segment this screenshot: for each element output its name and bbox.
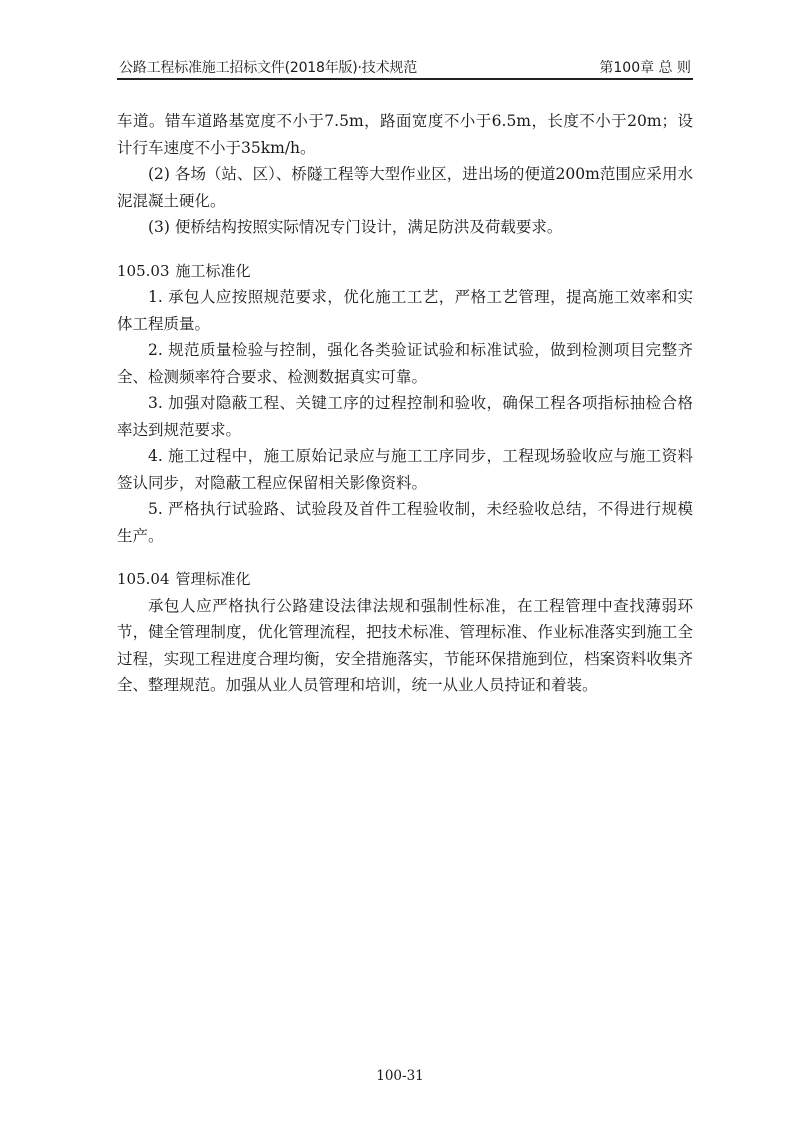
page-content <box>117 108 693 699</box>
section-heading <box>117 566 693 593</box>
list-item: 2. 规范质量检验与控制，强化各类验证试验和标准试验，做到检测项目完整齐全、检测频率符合要求、检测数据真实可靠。 <box>117 341 693 386</box>
section-body: 承包人应严格执行公路建设法律法规和强制性标准，在工程管理中查找薄弱环节，健全管理制度，优化管理流程，把技术标准、管理标准、作业标准落实到施工全过程，实现工程进度合理均衡，安全措施落实，节能环保措施到位，档案资料收集齐全、整理规范。加强从业人员管理和培训，统一从业人员持证和着装。 <box>117 596 693 694</box>
section-number: 105.04 <box>117 570 170 588</box>
intro-paragraph-3: (3) 便桥结构按照实际情况专门设计，满足防洪及荷载要求。 <box>148 218 563 236</box>
chapter-title: 第100章 总 则 <box>599 60 691 76</box>
section-105-03 <box>117 258 693 550</box>
list-item: 1. 承包人应按照规范要求，优化施工工艺，严格工艺管理，提高施工效率和实体工程质量。 <box>117 288 693 333</box>
section-105-04 <box>117 566 693 699</box>
page-header <box>117 54 693 80</box>
section-title: 施工标准化 <box>175 261 251 280</box>
section-title: 管理标准化 <box>175 570 251 588</box>
section-number: 105.03 <box>117 261 170 280</box>
intro-paragraph-2: (2) 各场（站、区）、桥隧工程等大型作业区，进出场的便道200m范围应采用水泥混凝土硬化。 <box>117 165 693 210</box>
intro-paragraph-continuation: 车道。错车道路基宽度不小于7.5m，路面宽度不小于6.5m，长度不小于20m；设计行车速度不小于35km/h。 <box>117 112 693 157</box>
page-number: 100-31 <box>376 1068 424 1084</box>
section-heading <box>117 258 693 285</box>
document-title: 公路工程标准施工招标文件(2018年版)·技术规范 <box>119 60 418 76</box>
list-item: 3. 加强对隐蔽工程、关键工序的过程控制和验收，确保工程各项指标抽检合格率达到规范要求。 <box>117 394 693 439</box>
list-item: 5. 严格执行试验路、试验段及首件工程验收制，未经验收总结，不得进行规模生产。 <box>117 500 693 545</box>
list-item: 4. 施工过程中，施工原始记录应与施工工序同步，工程现场验收应与施工资料签认同步，对隐蔽工程应保留相关影像资料。 <box>117 447 693 492</box>
